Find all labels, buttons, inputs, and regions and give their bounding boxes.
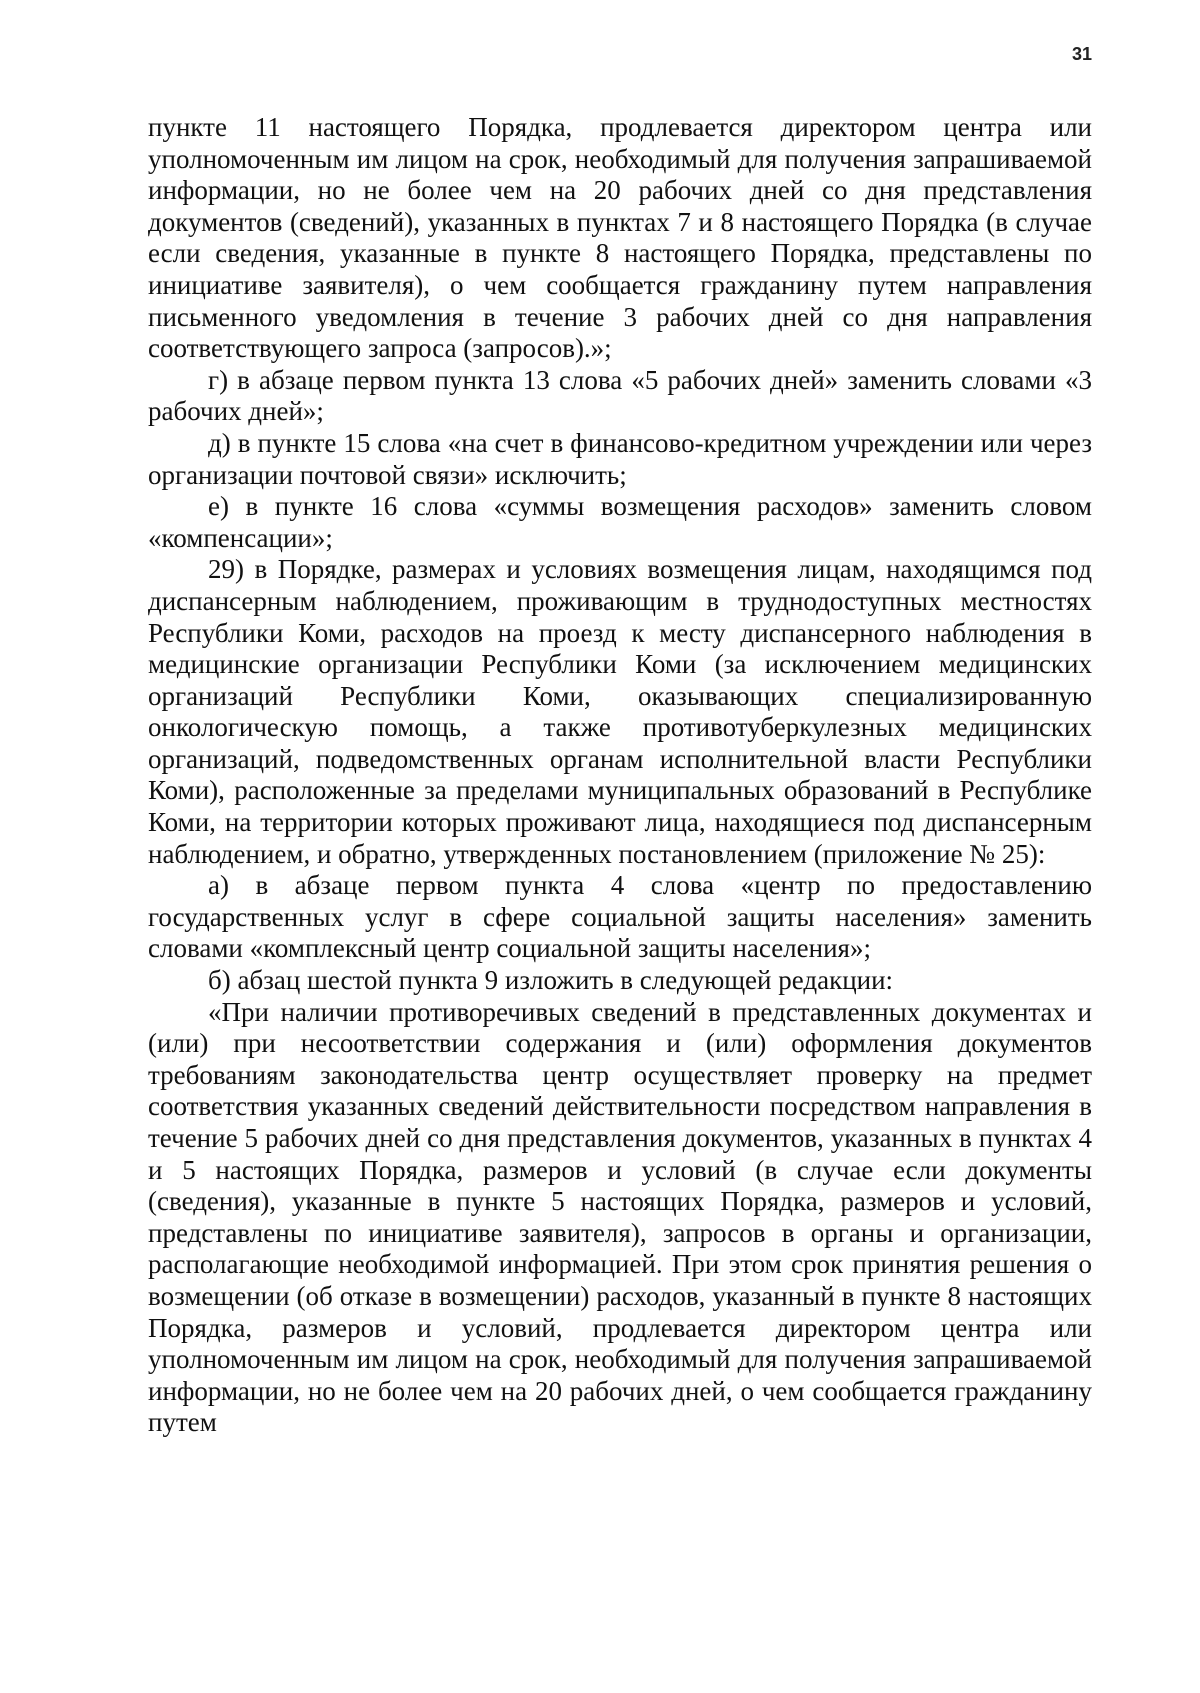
paragraph-continuation: пункте 11 настоящего Порядка, продлевается директором центра или уполномоченным им лицом на срок, необходимый для получения запрашиваемой информации, но не более чем на 20 рабочих дней со дня представления документов (сведений), указанных в пунктах 7 и 8 настоящего Порядка (в случае если сведения, указанные в пункте 8 настоящего Порядка, представлены по инициативе заявителя), о чем сообщается гражданину путем направления письменного уведомления в течение 3 рабочих дней со дня направления соответствующего запроса (запросов).»; (148, 112, 1092, 364)
paragraph-item-d: д) в пункте 15 слова «на счет в финансово-кредитном учреждении или через организации почтовой связи» исключить; (148, 427, 1092, 490)
page-number: 31 (1071, 44, 1092, 64)
paragraph-item-a: а) в абзаце первом пункта 4 слова «центр по предоставлению государственных услуг в сфере социальной защиты населения» заменить словами «комплексный центр социальной защиты населения»; (148, 870, 1092, 964)
paragraph-item-g: г) в абзаце первом пункта 13 слова «5 рабочих дней» заменить словами «3 рабочих дней»; (148, 364, 1092, 427)
paragraph-item-b: б) абзац шестой пункта 9 изложить в следующей редакции: (208, 965, 894, 996)
paragraph-item-29: 29) в Порядке, размерах и условиях возмещения лицам, находящимся под диспансерным наблюдением, проживающим в труднодоступных местностях Республики Коми, расходов на проезд к месту диспансерного наблюдения в медицинские организации Республики Коми (за исключением медицинских организаций Республики Коми, оказывающих специализированную онкологическую помощь, а также противотуберкулезных медицинских организаций, подведомственных органам исполнительной власти Республики Коми), расположенные за пределами муниципальных образований в Республике Коми, на территории которых проживают лица, находящиеся под диспансерным наблюдением, и обратно, утвержденных постановлением (приложение № 25): (148, 554, 1092, 869)
paragraph-item-e: е) в пункте 16 слова «суммы возмещения расходов» заменить словом «компенсации»; (148, 491, 1092, 553)
paragraph-quoted-text: «При наличии противоречивых сведений в представленных документах и (или) при несоответствии содержания и (или) оформления документов требованиям законодательства центр осуществляет проверку на предмет соответствия указанных сведений действительности посредством направления в течение 5 рабочих дней со дня представления документов, указанных в пунктах 4 и 5 настоящих Порядка, размеров и условий (в случае если документы (сведения), указанные в пункте 5 настоящих Порядка, размеров и условий, представлены по инициативе заявителя), запросов в органы и организации, располагающие необходимой информацией. При этом срок принятия решения о возмещении (об отказе в возмещении) расходов, указанный в пункте 8 настоящих Порядка, размеров и условий, продлевается директором центра или уполномоченным им лицом на срок, необходимый для получения запрашиваемой информации, но не более чем на 20 рабочих дней, о чем сообщается гражданину путем (148, 996, 1092, 1438)
document-body (148, 112, 1092, 1439)
